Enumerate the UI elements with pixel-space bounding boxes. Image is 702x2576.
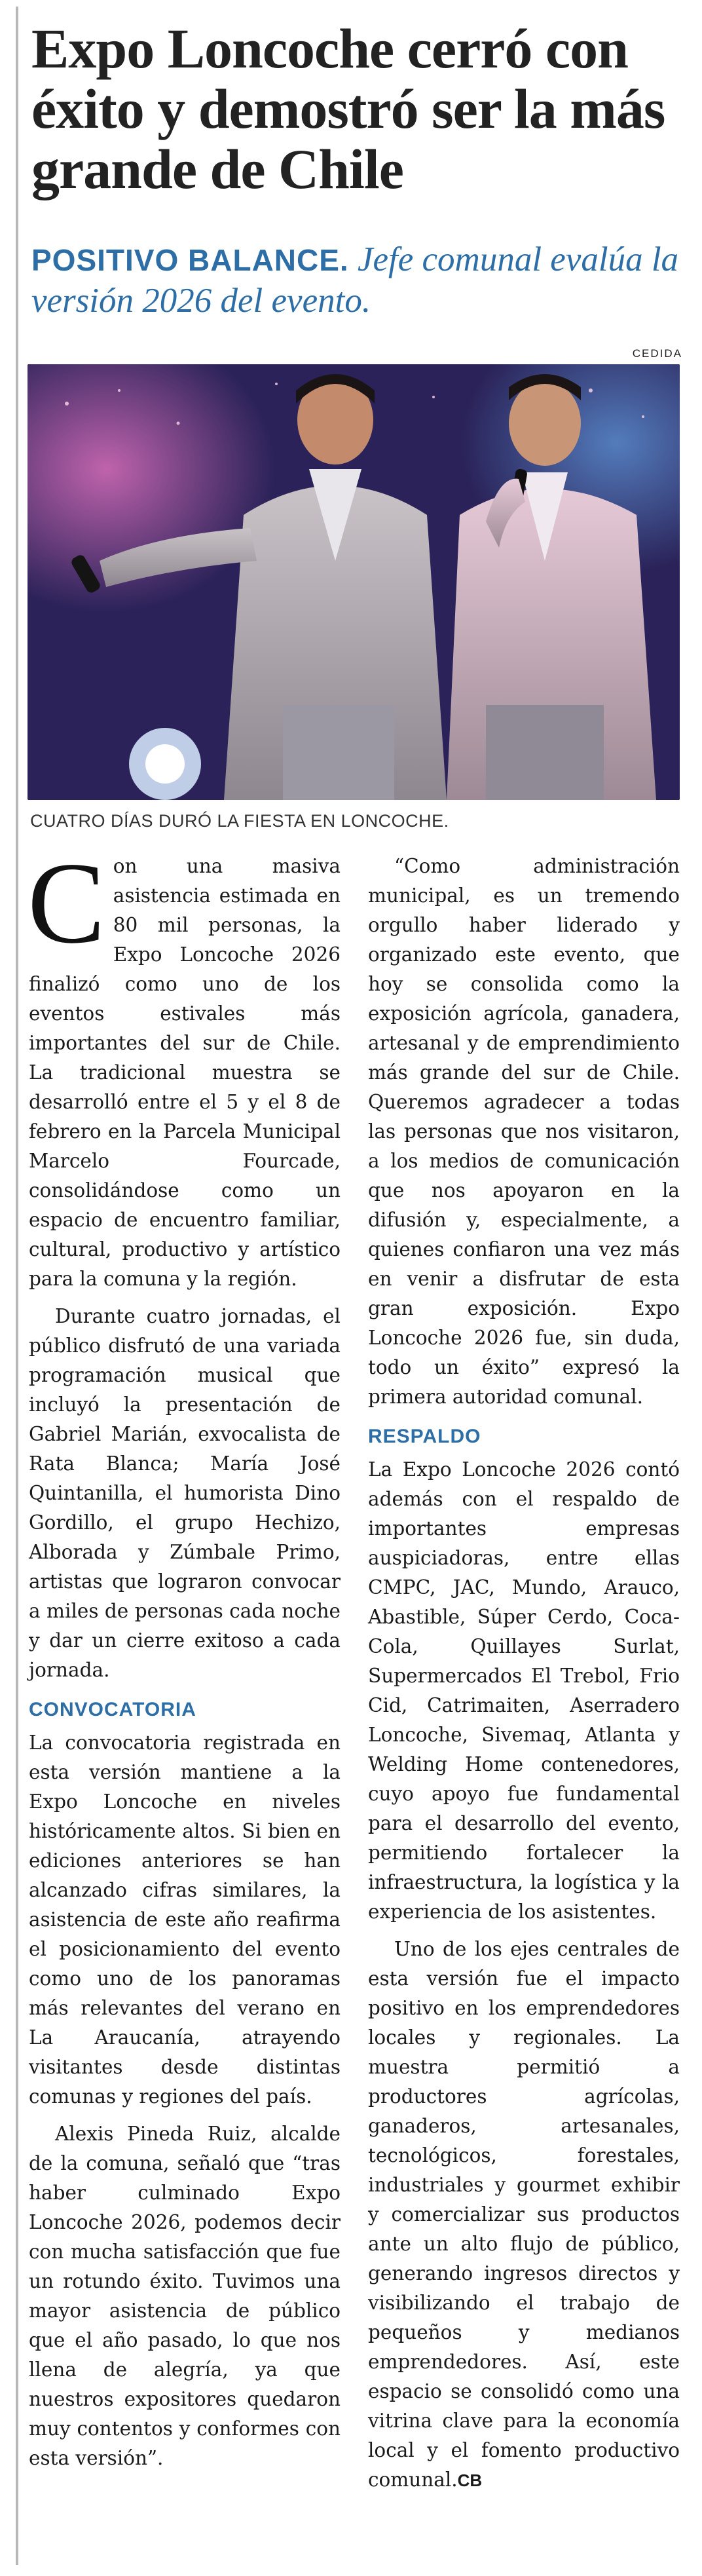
photo-caption: CUATRO DÍAS DURÓ LA FIESTA EN LONCOCHE. [30,811,449,831]
deck-kicker: POSITIVO BALANCE. [31,243,349,277]
subhead-respaldo: RESPALDO [368,1426,481,1447]
headline: Expo Loncoche cerró con éxito y demostró ser la más grande de Chile [31,17,665,200]
end-mark: CB [457,2471,483,2490]
paragraph-sponsors: La Expo Loncoche 2026 contó además con el respaldo de importantes empresas auspiciadoras, entre ellas CMPC, JAC, Mundo, Arauco, Abastible, Súper Cerdo, Coca-Cola, Quillayes Surlat, Supermercados El Trebol, Frio Cid, Catrimaiten, Aserradero Loncoche, Sivemaq, Atlanta y Welding Home contenedores, cuyo apoyo fue fundamental para el desarrollo del evento, permitiendo fortalecer la infraestructura, la logística y la experiencia de los asistentes. [368,1458,680,1923]
article-column-right [368,852,680,2503]
subhead-convocatoria: CONVOCATORIA [29,1699,196,1720]
article-column-left [28,838,341,2481]
singers-illustration [28,364,680,800]
deck [31,239,686,321]
paragraph-mayor-quote: Alexis Pineda Ruiz, alcalde de la comuna, señaló que “tras haber culminado Expo Loncoche 2026, podemos decir con mucha satisfacción que fue un rotundo éxito. Tuvimos una mayor asistencia de público que el año pasado, lo que nos llena de alegría, ya que nuestros expositores quedaron muy contentos y conformes con esta versión”. [29,2123,341,2469]
margin-rule [16,7,18,2565]
entrepreneurs-text: Uno de los ejes centrales de esta versión fue el impacto positivo en los emprendedores locales y regionales. La muestra permitió a productores agrícolas, ganaderos, artesanales, tecnológicos, forestales, industriales y gourmet exhibir y comercializar sus productos ante un alto flujo de público, generando ingresos directos y visibilizando el trabajo de pequeños y medianos emprendedores. Así, este espacio se consolidó como una vitrina clave para la economía local y el fomento productivo comunal. [368,1938,680,2491]
paragraph-lineup: Durante cuatro jornadas, el público disfrutó de una variada programación musical que incluyó la presentación de Gabriel Marián, exvocalista de Rata Blanca; María José Quintanilla, el humorista Dino Gordillo, el grupo Hechizo, Alborada y Zúmbale Primo, artistas que lograron convocar a miles de personas cada noche y dar un cierre exitoso a cada jornada. [29,1305,341,1681]
lead-text: on una masiva asistencia estimada en 80 mil personas, la Expo Loncoche 2026 finalizó como uno de los eventos estivales más importantes del sur de Chile. La tradicional muestra se desarrolló entre el 5 y el 8 de febrero en la Parcela Municipal Marcelo Fourcade, consolidándose como un espacio de encuentro familiar, cultural, productivo y artístico para la comuna y la región. [29,855,341,1290]
lead-paragraph [28,838,341,1294]
paragraph-administration-quote: “Como administración municipal, es un tremendo orgullo haber liderado y organizado este evento, que hoy se consolida como la exposición agrícola, ganadera, artesanal y de emprendimiento más grande del sur de Chile. Queremos agradecer a todas las personas que nos visitaron, a los medios de comunicación que nos apoyaron en la difusión y, especialmente, a quienes confiaron una vez más en venir a disfrutar de esta gran exposición. Expo Loncoche 2026 fue, sin duda, todo un éxito” expresó la primera autoridad comunal. [368,855,680,1408]
article-photo [28,364,680,800]
photo-credit: CEDIDA [632,347,682,360]
paragraph-convocatoria: La convocatoria registrada en esta versión mantiene a la Expo Loncoche en niveles históricamente altos. Si bien en ediciones anteriores se han alcanzado cifras similares, la asistencia de este año reafirma el posicionamiento del evento como uno de los panoramas más relevantes del verano en La Araucanía, atrayendo visitantes desde distintas comunas y regiones del país. [29,1732,341,2108]
paragraph-entrepreneurs [368,1935,680,2495]
drop-cap: C [28,838,105,968]
deck-text: Jefe comunal evalúa la versión 2026 del evento. [31,240,679,320]
